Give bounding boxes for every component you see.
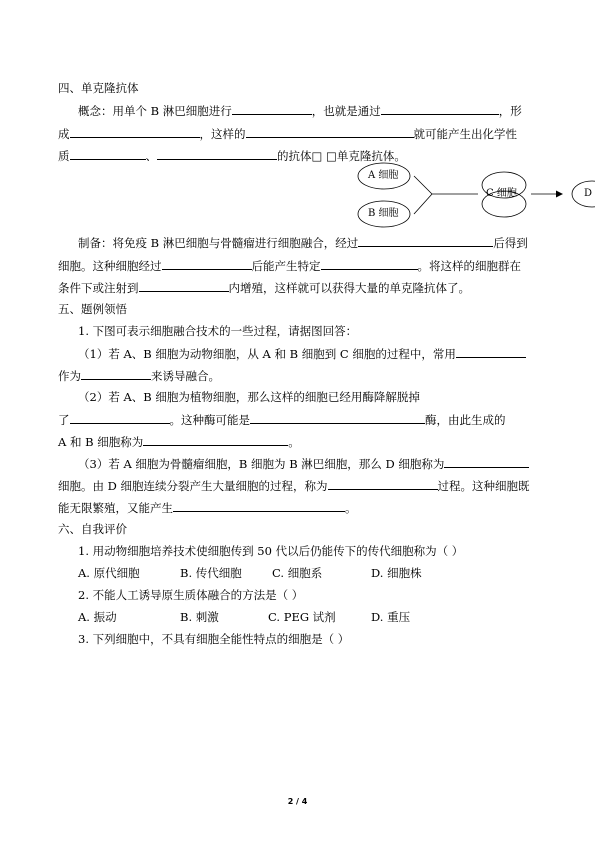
- prep-line-2: 细胞。这种细胞经过 后能产生特定 。将这样的细胞群在: [58, 259, 521, 273]
- mc-question-3: 3. 下列细胞中，不具有细胞全能性特点的细胞是（ ）: [78, 632, 350, 646]
- answer-blank[interactable]: [70, 148, 146, 160]
- answer-blank[interactable]: [381, 103, 499, 115]
- answer-blank[interactable]: [162, 258, 252, 270]
- page-number: 2 / 4: [287, 797, 308, 806]
- mc-q1-option-a[interactable]: A. 原代细胞: [78, 566, 140, 580]
- answer-blank[interactable]: [70, 412, 170, 424]
- mc-q2-option-a[interactable]: A. 振动: [78, 610, 117, 624]
- answer-blank[interactable]: [139, 280, 229, 292]
- mc-q1-option-d[interactable]: D. 细胞株: [371, 566, 422, 580]
- mc-q1-option-b[interactable]: B. 传代细胞: [180, 566, 242, 580]
- answer-blank[interactable]: [328, 478, 438, 490]
- cell-c-label: C 细胞: [486, 188, 517, 199]
- answer-blank[interactable]: [81, 368, 151, 380]
- section-4-heading: 四、单克隆抗体: [58, 81, 139, 95]
- arrow-a-line: [414, 176, 432, 194]
- sub3-line-2: 细胞。由 D 细胞连续分裂产生大量细胞的过程，称为 过程。这种细胞既: [58, 479, 530, 493]
- arrow-cd-head: [556, 191, 563, 198]
- sub3-line-1: （3）若 A 细胞为骨髓瘤细胞，B 细胞为 B 淋巴细胞，那么 D 细胞称为: [78, 456, 529, 471]
- sub3-line-3: 能无限繁殖，又能产生 。: [58, 501, 357, 515]
- concept-line-1: 概念：用单个 B 淋巴细胞进行 ，也就是通过 ，形: [78, 104, 522, 118]
- prep-line-3: 条件下或注射到 内增殖，这样就可以获得大量的单克隆抗体了。: [58, 281, 470, 295]
- mc-q2-option-d[interactable]: D. 重压: [371, 610, 411, 624]
- mc-q2-option-b[interactable]: B. 刺激: [180, 610, 219, 624]
- sub1-line-1: （1）若 A、B 细胞为动物细胞，从 A 和 B 细胞到 C 细胞的过程中，常用: [78, 346, 526, 361]
- answer-blank[interactable]: [321, 258, 418, 270]
- section-5-heading: 五、题例领悟: [58, 302, 127, 316]
- answer-blank[interactable]: [157, 148, 277, 160]
- answer-blank[interactable]: [444, 456, 529, 468]
- mc-question-1: 1. 用动物细胞培养技术使细胞传到 50 代以后仍能传下的传代细胞称为（ ）: [78, 544, 464, 558]
- answer-blank[interactable]: [456, 346, 526, 358]
- answer-blank[interactable]: [232, 103, 312, 115]
- cell-fusion-diagram: [350, 158, 595, 238]
- mc-question-2: 2. 不能人工诱导原生质体融合的方法是（ ）: [78, 588, 304, 602]
- answer-blank[interactable]: [358, 235, 493, 247]
- answer-blank[interactable]: [143, 434, 288, 446]
- answer-blank[interactable]: [246, 126, 414, 138]
- sub2-line-3: A 和 B 细胞称为 。: [58, 435, 300, 449]
- mc-q2-option-c[interactable]: C. PEG 试剂: [268, 610, 336, 624]
- concept-line-2: 成 ，这样的 就可能产生出化学性: [58, 127, 517, 141]
- concept-line-3: 质 、 的抗体□ □单克隆抗体。: [58, 149, 406, 163]
- mc-q1-option-c[interactable]: C. 细胞系: [272, 566, 323, 580]
- answer-blank[interactable]: [250, 412, 425, 424]
- section-6-heading: 六、自我评价: [58, 522, 127, 536]
- sub2-line-2: 了 。这种酶可能是 酶，由此生成的: [58, 413, 506, 427]
- cell-d-label: D: [584, 188, 593, 199]
- sub1-line-2: 作为 来诱导融合。: [58, 369, 220, 383]
- prep-line-1: 制备：将免疫 B 淋巴细胞与骨髓瘤进行细胞融合，经过 后得到: [78, 236, 528, 250]
- sub2-line-1: （2）若 A、B 细胞为植物细胞，那么这样的细胞已经用酶降解脱掉: [78, 390, 420, 404]
- answer-blank[interactable]: [70, 126, 200, 138]
- arrow-b-line: [414, 194, 432, 214]
- answer-blank[interactable]: [173, 500, 345, 512]
- cell-b-label: B 细胞: [368, 208, 399, 219]
- question-1: 1. 下图可表示细胞融合技术的一些过程，请据图回答：: [78, 324, 358, 338]
- cell-a-label: A 细胞: [368, 170, 399, 181]
